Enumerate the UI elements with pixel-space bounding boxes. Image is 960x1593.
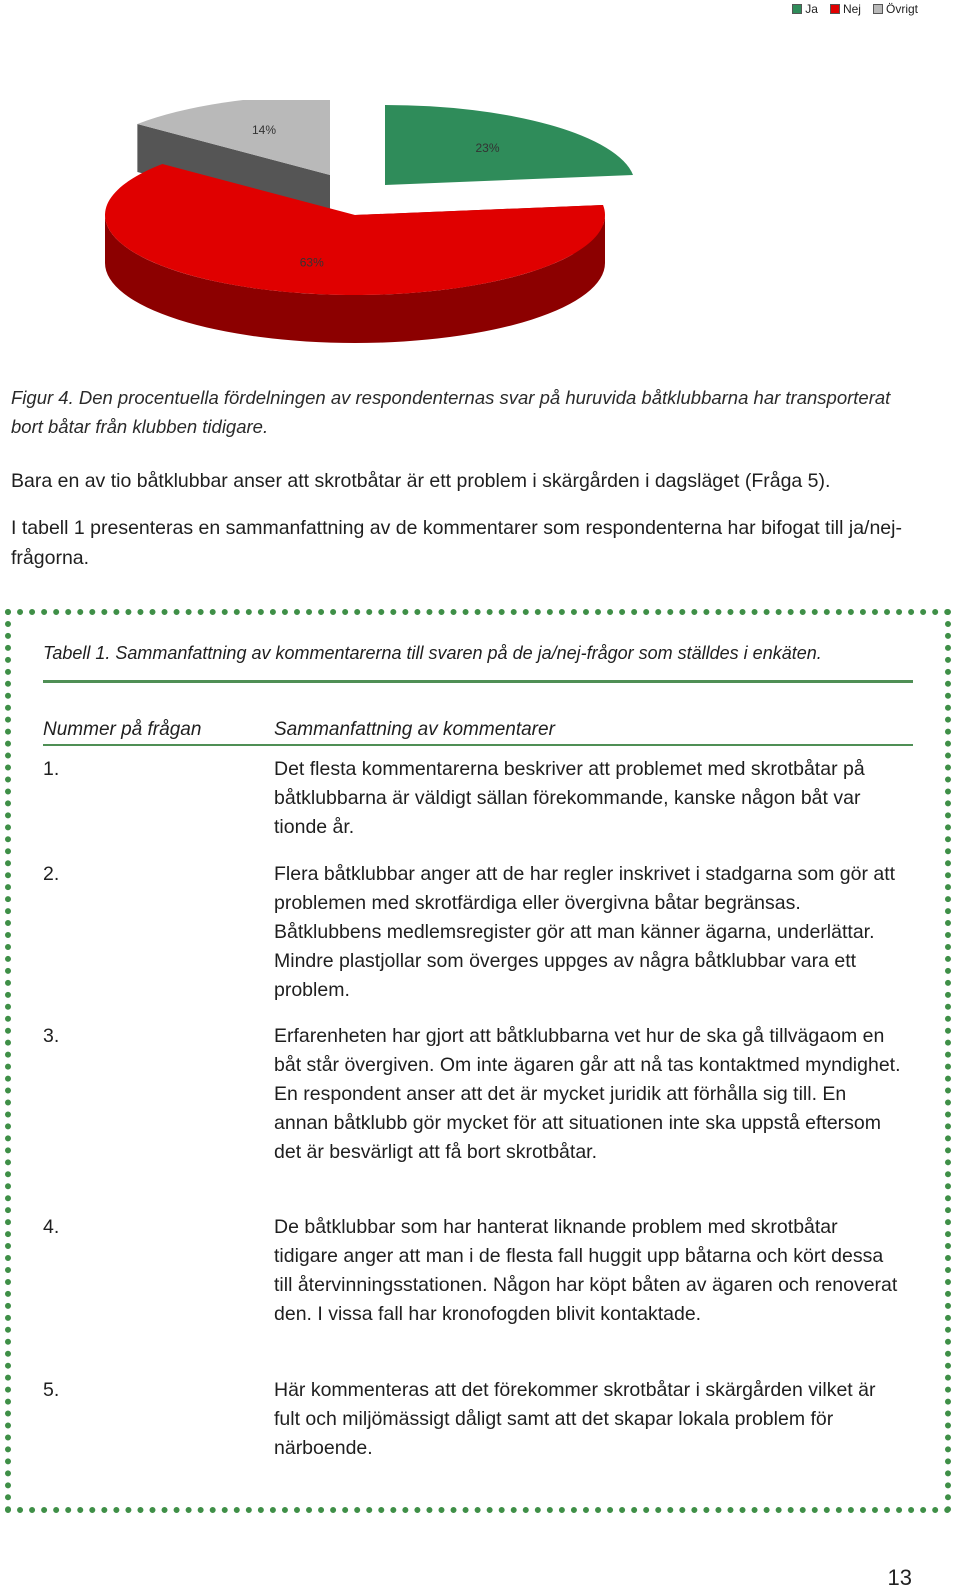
legend-label-nej: Nej: [842, 2, 861, 16]
legend-swatch-nej: [830, 4, 840, 14]
row-number: 3.: [43, 1025, 60, 1047]
table-row: [43, 1213, 913, 1329]
legend-item-nej: [830, 2, 861, 16]
pie-slice-ja-label: 23%: [475, 140, 500, 155]
row-number: 1.: [43, 758, 60, 780]
row-summary: Erfarenheten har gjort att båtklubbarna vet hur de ska gå tillvägaom en båt står övergiven. Om inte ägaren går att nå tas kontaktmed myndighet. En respondent anser att det är mycket juridik att förhålla sig till. En annan båtklubb gör mycket för att situationen inte ska uppstå eftersom det är besvärligt att få bort skrotbåtar.: [274, 1025, 901, 1163]
legend-item-ovrigt: [873, 2, 918, 16]
row-summary: Flera båtklubbar anger att de har regler inskrivet i stadgarna som gör att problemen med skrotfärdiga eller övergivna båtar begränsas. Båtklubbens medlemsregister gör att man känner ägarna, underlättar. Mindre plastjollar som överges uppges av några båtklubbar vara ett problem.: [274, 863, 896, 1001]
table-caption: Tabell 1. Sammanfattning av kommentarerna till svaren på de ja/nej-frågor som ställdes i enkäten.: [43, 643, 822, 663]
row-summary: Här kommenteras att det förekommer skrotbåtar i skärgården vilket är fult och miljömässigt dåligt samt att det skapar lokala problem för närboende.: [274, 1379, 876, 1459]
row-summary: De båtklubbar som har hanterat liknande problem med skrotbåtar tidigare anger att man i de flesta fall huggit upp båtarna och kört dessa till återvinningsstationen. Någon har köpt båten av ägaren och renoverat den. I vissa fall har kronofogden blivit kontaktade.: [274, 1216, 898, 1325]
paragraph-1: Bara en av tio båtklubbar anser att skrotbåtar är ett problem i skärgården i dagsläget (Fråga 5).: [11, 470, 831, 492]
table-row: [43, 860, 913, 1005]
legend-swatch-ja: [792, 4, 802, 14]
row-summary: Det flesta kommentarerna beskriver att problemet med skrotbåtar på båtklubbarna är väldigt sällan förekommande, kanske någon båt var tionde år.: [274, 758, 865, 838]
legend-item-ja: [792, 2, 818, 16]
header-divider: [43, 744, 913, 746]
row-number: 5.: [43, 1379, 60, 1401]
page-number: 13: [887, 1565, 912, 1590]
pie-slice-nej-label: 63%: [299, 255, 324, 270]
caption-divider: [43, 680, 913, 683]
table-row: [43, 755, 913, 842]
legend-label-ovrigt: Övrigt: [885, 2, 918, 16]
legend-swatch-ovrigt: [873, 4, 883, 14]
legend-label-ja: Ja: [805, 2, 818, 16]
column-header-number: Nummer på frågan: [43, 719, 202, 740]
pie-chart: [60, 100, 680, 350]
table-row: [43, 1376, 913, 1463]
summary-table-box: [5, 609, 951, 1513]
row-number: 4.: [43, 1216, 60, 1238]
table-row: [43, 1022, 913, 1167]
row-number: 2.: [43, 863, 60, 885]
column-header-summary: Sammanfattning av kommentarer: [274, 719, 555, 740]
figure-caption: Figur 4. Den procentuella fördelningen av respondenternas svar på huruvida båtklubbarna har transporterat bort båtar från klubben tidigare.: [11, 387, 891, 437]
chart-legend: [792, 2, 918, 16]
paragraph-2: I tabell 1 presenteras en sammanfattning av de kommentarer som respondenterna har bifogat till ja/nej-frågorna.: [11, 517, 902, 569]
pie-slice-ja: [385, 105, 633, 185]
pie-slice-ovrigt-label: 14%: [251, 123, 277, 138]
